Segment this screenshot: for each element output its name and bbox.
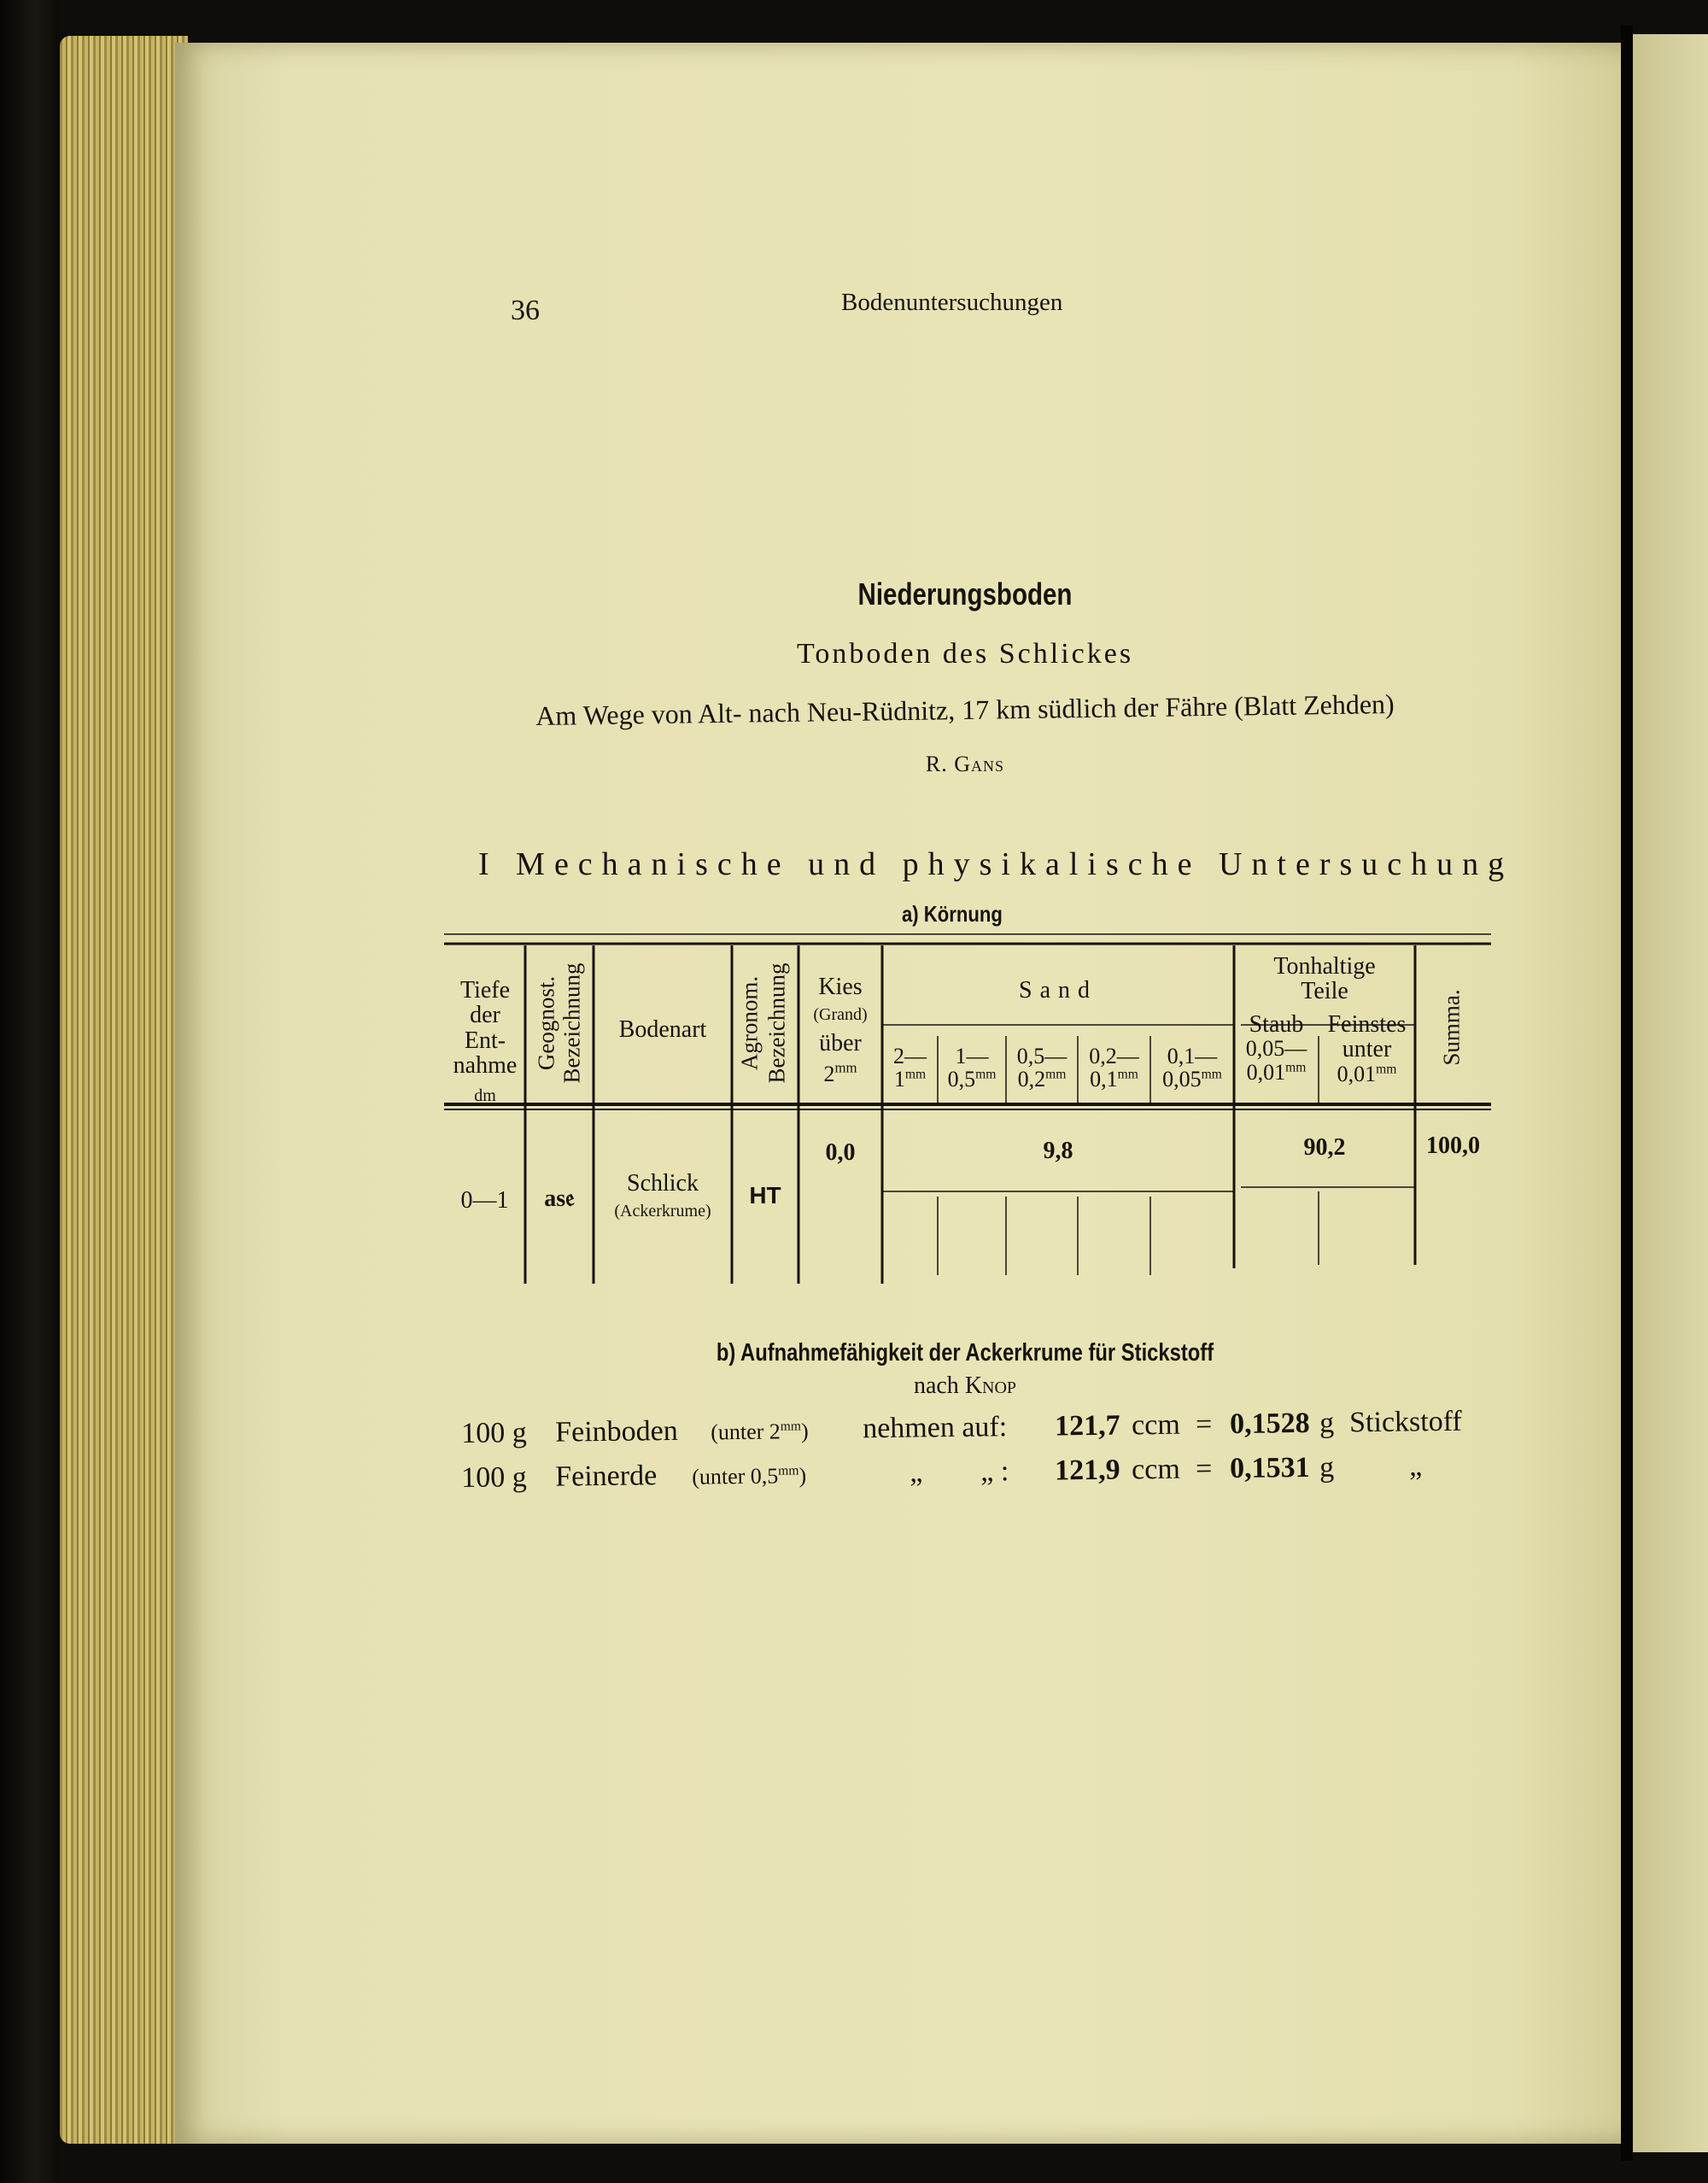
- book-gutter: [1621, 26, 1633, 2161]
- fraction-bottom: 0,05: [1162, 1067, 1202, 1092]
- page-number: 36: [511, 295, 540, 326]
- author: R. Gans: [925, 752, 1005, 776]
- cell-sand-total: 9,8: [1043, 1138, 1073, 1164]
- facing-page-edge: [1633, 34, 1708, 2152]
- row-substance: Stickstoff: [1348, 1405, 1462, 1439]
- header-kies-line: Kies: [818, 974, 863, 1000]
- header-depth-line: der: [470, 1002, 500, 1029]
- row-amount: 100 g: [461, 1417, 527, 1449]
- running-head: Bodenuntersuchungen: [841, 289, 1063, 316]
- unit-mm: mm: [1376, 1062, 1397, 1077]
- header-tonhaltige-line: Tonhaltige: [1273, 953, 1376, 980]
- fraction-top: 2—: [893, 1044, 927, 1068]
- method-prefix: nach: [913, 1372, 959, 1399]
- header-staub-line: 0,05—: [1245, 1036, 1307, 1062]
- section-heading: I Mechanische und physikalische Untersuchung: [478, 846, 1514, 882]
- sand-fraction-5: [1150, 1045, 1234, 1092]
- unit-mm: mm: [1201, 1067, 1222, 1082]
- header-depth-line: nahme: [453, 1052, 518, 1080]
- unit-mm: mm: [904, 1067, 927, 1082]
- row-volume-unit: ccm: [1131, 1408, 1181, 1442]
- header-kies-size: 2: [823, 1061, 835, 1086]
- row-mass: 0,1528: [1229, 1407, 1310, 1441]
- main-title: Niederungsboden: [857, 576, 1073, 612]
- section-b-title: b) Aufnahmefähigkeit der Ackerkrume für Stickstoff: [716, 1339, 1214, 1367]
- cell-geognost: as𝔢: [544, 1185, 575, 1212]
- row-note: (unter 0,5: [692, 1463, 779, 1489]
- header-bodenart: Bodenart: [618, 1016, 707, 1043]
- unit-mm: mm: [975, 1067, 997, 1082]
- method-name: Knop: [964, 1372, 1017, 1399]
- header-depth: [446, 978, 524, 1105]
- header-kies-line: über: [819, 1030, 862, 1057]
- header-tonhaltige: [1234, 954, 1415, 1004]
- sand-fraction-3: [1006, 1045, 1078, 1092]
- row-amount: 100 g: [461, 1461, 527, 1494]
- cell-bodenart-note: (Ackerkrume): [614, 1202, 711, 1221]
- row-material: Feinboden: [554, 1414, 678, 1449]
- unit-mm: mm: [1285, 1060, 1307, 1075]
- row-volume-unit: ccm: [1131, 1453, 1181, 1486]
- fraction-top: 0,2—: [1089, 1044, 1139, 1068]
- fraction-bottom: 1: [893, 1067, 905, 1092]
- row-mass: 0,1531: [1229, 1451, 1310, 1485]
- cell-bodenart-value: Schlick: [627, 1170, 699, 1197]
- row-material: Feinerde: [554, 1460, 658, 1493]
- cell-kies: 0,0: [825, 1139, 856, 1166]
- unit-mm: mm: [778, 1463, 799, 1478]
- header-staub-line: 0,01: [1246, 1059, 1286, 1085]
- header-summa: Summa.: [1438, 989, 1465, 1066]
- subsection-heading: a) Körnung: [902, 901, 1003, 927]
- header-depth-line: Tiefe: [459, 977, 511, 1004]
- unit-mm: mm: [1045, 1067, 1067, 1082]
- book-cover: [0, 0, 60, 2183]
- cell-depth: 0—1: [460, 1187, 509, 1214]
- fraction-top: 0,5—: [1016, 1044, 1068, 1068]
- row-volume: 121,7: [1054, 1409, 1120, 1443]
- header-staub: [1234, 1012, 1319, 1084]
- grain-size-table: [444, 933, 1491, 1284]
- header-feinstes: [1319, 1012, 1415, 1086]
- header-geognost-1: Geognost.: [533, 975, 559, 1071]
- row-mass-unit: g: [1319, 1407, 1335, 1439]
- sample-location: Am Wege von Alt- nach Neu-Rüdnitz, 17 km südlich der Fähre (Blatt Zehden): [535, 688, 1395, 732]
- unit-mm: mm: [1117, 1067, 1138, 1082]
- row-verb: „ „ :: [909, 1455, 1009, 1489]
- header-sand: Sand: [1019, 977, 1097, 1004]
- sand-fraction-1: [882, 1045, 938, 1092]
- fraction-bottom: 0,1: [1090, 1067, 1118, 1092]
- fraction-bottom: 0,2: [1017, 1067, 1046, 1092]
- unit-mm: mm: [780, 1419, 802, 1434]
- header-agronom-2: Bezeichnung: [763, 963, 790, 1084]
- page-edges: [60, 36, 188, 2144]
- header-staub-line: Staub: [1249, 1011, 1304, 1038]
- section-b-heading: [444, 1339, 1486, 1400]
- header-kies: [798, 974, 882, 1086]
- fraction-top: 1—: [955, 1044, 989, 1068]
- section-b-method: [444, 1372, 1486, 1400]
- unit-mm: mm: [834, 1059, 857, 1076]
- fraction-top: 0,1—: [1167, 1044, 1218, 1068]
- header-depth-unit: dm: [474, 1086, 496, 1105]
- cell-bodenart: [594, 1171, 732, 1220]
- cell-ton-total: 90,2: [1303, 1134, 1346, 1161]
- fraction-bottom: 0,5: [947, 1067, 976, 1092]
- header-feinstes-line: 0,01: [1337, 1061, 1377, 1086]
- cell-agronom: HT: [749, 1182, 781, 1209]
- header-feinstes-line: Feinstes: [1327, 1011, 1407, 1038]
- cell-summa: 100,0: [1426, 1132, 1480, 1159]
- row-substance: „: [1408, 1450, 1423, 1483]
- row-equals: =: [1195, 1453, 1213, 1485]
- subtitle: Tonboden des Schlickes: [796, 638, 1134, 670]
- header-geognost-2: Bezeichnung: [559, 963, 585, 1084]
- header-feinstes-line: unter: [1342, 1036, 1392, 1063]
- header-agronom-1: Agronom.: [736, 975, 763, 1071]
- title-block: [444, 576, 1486, 777]
- header-kies-line: (Grand): [813, 1005, 868, 1025]
- header-depth-line: Ent-: [464, 1027, 506, 1054]
- row-equals: =: [1195, 1408, 1213, 1441]
- row-verb: nehmen auf:: [862, 1411, 1008, 1445]
- row-volume: 121,9: [1054, 1454, 1120, 1487]
- row-mass-unit: g: [1319, 1451, 1335, 1484]
- row-note: (unter 2: [711, 1419, 781, 1445]
- sand-fraction-4: [1078, 1045, 1150, 1092]
- sand-fraction-2: [938, 1045, 1006, 1092]
- header-tonhaltige-line: Teile: [1301, 978, 1348, 1005]
